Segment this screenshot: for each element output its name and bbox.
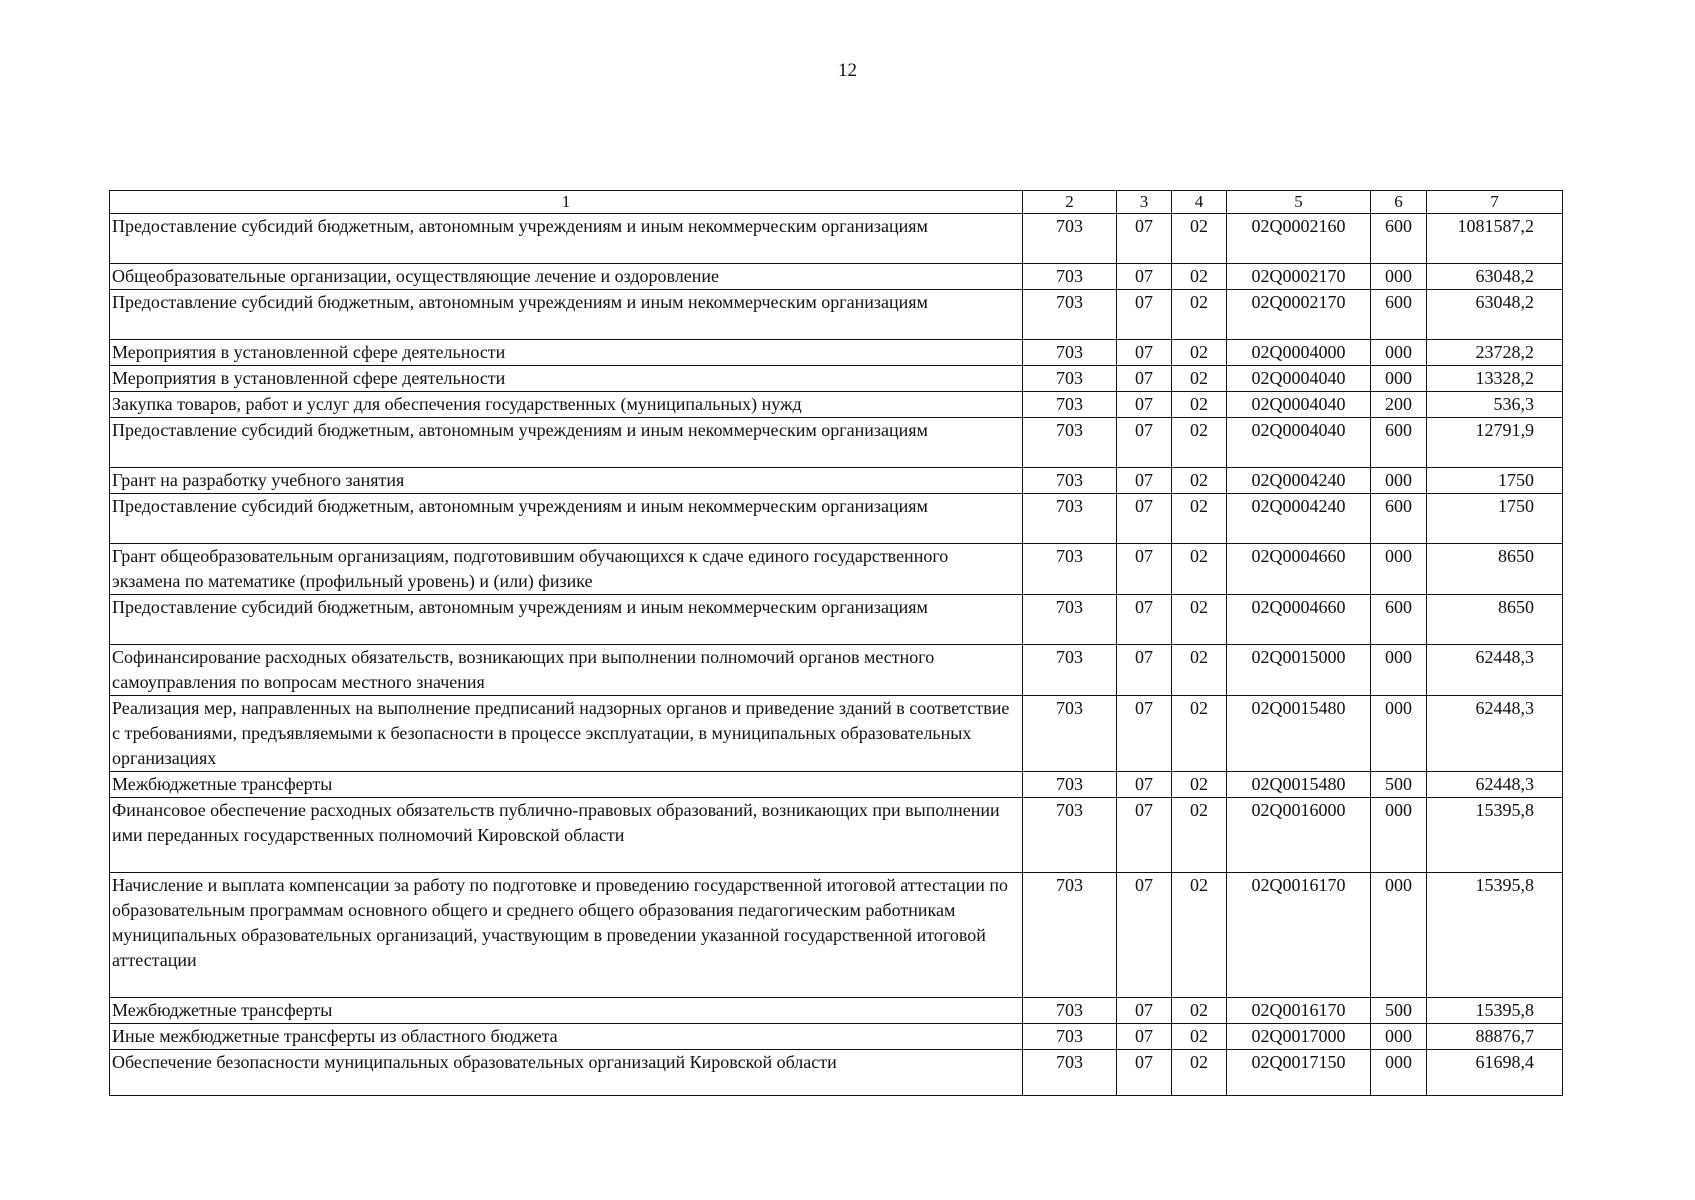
row-code-4: 02 (1172, 366, 1227, 392)
row-code-5: 02Q0017000 (1227, 1024, 1371, 1050)
row-code-4: 02 (1172, 645, 1227, 696)
row-code-4: 02 (1172, 544, 1227, 595)
table-row (110, 418, 1563, 468)
row-name: Реализация мер, направленных на выполнение предписаний надзорных органов и приведение зданий в соответствие с требованиями, предъявляемыми к безопасности в процессе эксплуатации, в муниципальных образовательных организациях (110, 696, 1023, 772)
row-code-3: 07 (1117, 214, 1172, 264)
row-code-3: 07 (1117, 696, 1172, 772)
row-code-5: 02Q0004660 (1227, 544, 1371, 595)
row-code-6: 600 (1371, 290, 1427, 340)
row-code-4: 02 (1172, 340, 1227, 366)
row-code-2: 703 (1023, 798, 1117, 873)
row-amount: 62448,3 (1427, 645, 1563, 696)
row-code-2: 703 (1023, 1050, 1117, 1096)
row-name: Финансовое обеспечение расходных обязательств публично-правовых образований, возникающих при выполнении ими переданных государственных полномочий Кировской области (110, 798, 1023, 873)
row-code-4: 02 (1172, 1024, 1227, 1050)
row-amount: 62448,3 (1427, 696, 1563, 772)
table-row (110, 366, 1563, 392)
row-code-6: 000 (1371, 696, 1427, 772)
row-code-6: 200 (1371, 392, 1427, 418)
row-amount: 1750 (1427, 494, 1563, 544)
table-row (110, 696, 1563, 772)
row-name: Обеспечение безопасности муниципальных образовательных организаций Кировской области (110, 1050, 1023, 1096)
table-row (110, 645, 1563, 696)
row-amount: 15395,8 (1427, 998, 1563, 1024)
row-amount: 63048,2 (1427, 290, 1563, 340)
row-code-5: 02Q0016170 (1227, 998, 1371, 1024)
budget-table (109, 190, 1563, 1096)
column-header-6: 6 (1371, 191, 1427, 214)
row-code-4: 02 (1172, 873, 1227, 998)
row-code-2: 703 (1023, 418, 1117, 468)
row-code-3: 07 (1117, 290, 1172, 340)
row-amount: 61698,4 (1427, 1050, 1563, 1096)
row-code-5: 02Q0015000 (1227, 645, 1371, 696)
row-code-3: 07 (1117, 468, 1172, 494)
column-header-2: 2 (1023, 191, 1117, 214)
row-code-3: 07 (1117, 544, 1172, 595)
table-row (110, 392, 1563, 418)
table-row (110, 290, 1563, 340)
column-header-5: 5 (1227, 191, 1371, 214)
row-name: Предоставление субсидий бюджетным, автономным учреждениям и иным некоммерческим организациям (110, 214, 1023, 264)
row-code-3: 07 (1117, 998, 1172, 1024)
row-amount: 13328,2 (1427, 366, 1563, 392)
row-name: Предоставление субсидий бюджетным, автономным учреждениям и иным некоммерческим организациям (110, 494, 1023, 544)
row-amount: 12791,9 (1427, 418, 1563, 468)
table-row (110, 998, 1563, 1024)
row-code-6: 600 (1371, 595, 1427, 645)
column-header-3: 3 (1117, 191, 1172, 214)
row-code-4: 02 (1172, 998, 1227, 1024)
row-code-5: 02Q0004660 (1227, 595, 1371, 645)
row-code-5: 02Q0015480 (1227, 772, 1371, 798)
row-amount: 1750 (1427, 468, 1563, 494)
row-code-6: 000 (1371, 798, 1427, 873)
row-code-2: 703 (1023, 264, 1117, 290)
row-code-4: 02 (1172, 468, 1227, 494)
row-code-3: 07 (1117, 340, 1172, 366)
row-code-6: 000 (1371, 645, 1427, 696)
table-row (110, 873, 1563, 998)
row-code-3: 07 (1117, 1024, 1172, 1050)
row-code-6: 000 (1371, 468, 1427, 494)
row-code-4: 02 (1172, 595, 1227, 645)
row-name: Грант общеобразовательным организациям, подготовившим обучающихся к сдаче единого государственного экзамена по математике (профильный уровень) и (или) физике (110, 544, 1023, 595)
row-code-3: 07 (1117, 798, 1172, 873)
row-code-5: 02Q0004240 (1227, 468, 1371, 494)
row-code-2: 703 (1023, 595, 1117, 645)
row-code-4: 02 (1172, 392, 1227, 418)
row-name: Грант на разработку учебного занятия (110, 468, 1023, 494)
row-code-5: 02Q0004040 (1227, 392, 1371, 418)
row-code-3: 07 (1117, 595, 1172, 645)
row-code-6: 000 (1371, 1024, 1427, 1050)
row-amount: 88876,7 (1427, 1024, 1563, 1050)
row-code-4: 02 (1172, 1050, 1227, 1096)
row-code-2: 703 (1023, 772, 1117, 798)
row-amount: 15395,8 (1427, 873, 1563, 998)
column-header-4: 4 (1172, 191, 1227, 214)
table-row (110, 494, 1563, 544)
row-name: Межбюджетные трансферты (110, 998, 1023, 1024)
row-code-6: 600 (1371, 214, 1427, 264)
row-code-2: 703 (1023, 340, 1117, 366)
row-code-5: 02Q0004000 (1227, 340, 1371, 366)
row-code-5: 02Q0016000 (1227, 798, 1371, 873)
row-amount: 63048,2 (1427, 264, 1563, 290)
row-code-2: 703 (1023, 494, 1117, 544)
row-code-4: 02 (1172, 798, 1227, 873)
row-code-2: 703 (1023, 392, 1117, 418)
row-name: Предоставление субсидий бюджетным, автономным учреждениям и иным некоммерческим организациям (110, 595, 1023, 645)
row-name: Закупка товаров, работ и услуг для обеспечения государственных (муниципальных) нужд (110, 392, 1023, 418)
table-row (110, 468, 1563, 494)
row-code-3: 07 (1117, 494, 1172, 544)
row-code-2: 703 (1023, 696, 1117, 772)
table-row (110, 214, 1563, 264)
row-code-5: 02Q0016170 (1227, 873, 1371, 998)
row-code-2: 703 (1023, 998, 1117, 1024)
table-row (110, 1050, 1563, 1096)
row-name: Межбюджетные трансферты (110, 772, 1023, 798)
row-code-6: 500 (1371, 772, 1427, 798)
row-code-5: 02Q0017150 (1227, 1050, 1371, 1096)
row-name: Софинансирование расходных обязательств, возникающих при выполнении полномочий органов местного самоуправления по вопросам местного значения (110, 645, 1023, 696)
row-name: Мероприятия в установленной сфере деятельности (110, 340, 1023, 366)
row-code-6: 000 (1371, 544, 1427, 595)
row-code-4: 02 (1172, 494, 1227, 544)
row-code-4: 02 (1172, 418, 1227, 468)
row-name: Мероприятия в установленной сфере деятельности (110, 366, 1023, 392)
row-code-5: 02Q0002170 (1227, 264, 1371, 290)
row-code-6: 000 (1371, 366, 1427, 392)
table-row (110, 798, 1563, 873)
row-code-2: 703 (1023, 290, 1117, 340)
row-name: Предоставление субсидий бюджетным, автономным учреждениям и иным некоммерческим организациям (110, 418, 1023, 468)
row-code-6: 000 (1371, 264, 1427, 290)
row-code-2: 703 (1023, 214, 1117, 264)
row-code-3: 07 (1117, 1050, 1172, 1096)
row-code-5: 02Q0015480 (1227, 696, 1371, 772)
row-amount: 8650 (1427, 544, 1563, 595)
table-row (110, 340, 1563, 366)
row-name: Начисление и выплата компенсации за работу по подготовке и проведению государственной итоговой аттестации по образовательным программам основного общего и среднего общего образования педагогическим работникам муниципальных образовательных организаций, участвующим в проведении указанной государственной итоговой аттестации (110, 873, 1023, 998)
row-code-3: 07 (1117, 645, 1172, 696)
row-name: Общеобразовательные организации, осуществляющие лечение и оздоровление (110, 264, 1023, 290)
header-row (110, 191, 1563, 214)
row-code-4: 02 (1172, 264, 1227, 290)
table-row (110, 264, 1563, 290)
row-code-4: 02 (1172, 290, 1227, 340)
row-code-2: 703 (1023, 544, 1117, 595)
table-row (110, 1024, 1563, 1050)
table-row (110, 544, 1563, 595)
table-row (110, 772, 1563, 798)
row-code-3: 07 (1117, 873, 1172, 998)
row-code-6: 500 (1371, 998, 1427, 1024)
row-code-5: 02Q0004040 (1227, 366, 1371, 392)
row-code-3: 07 (1117, 392, 1172, 418)
row-code-5: 02Q0004040 (1227, 418, 1371, 468)
row-code-6: 000 (1371, 1050, 1427, 1096)
row-code-4: 02 (1172, 772, 1227, 798)
row-name: Иные межбюджетные трансферты из областного бюджета (110, 1024, 1023, 1050)
row-amount: 1081587,2 (1427, 214, 1563, 264)
row-code-4: 02 (1172, 696, 1227, 772)
row-amount: 15395,8 (1427, 798, 1563, 873)
row-code-6: 600 (1371, 418, 1427, 468)
row-code-3: 07 (1117, 366, 1172, 392)
page-number: 12 (838, 60, 857, 81)
row-code-5: 02Q0004240 (1227, 494, 1371, 544)
row-code-2: 703 (1023, 645, 1117, 696)
row-amount: 62448,3 (1427, 772, 1563, 798)
row-amount: 8650 (1427, 595, 1563, 645)
row-code-5: 02Q0002160 (1227, 214, 1371, 264)
row-code-3: 07 (1117, 772, 1172, 798)
row-code-2: 703 (1023, 468, 1117, 494)
table-row (110, 595, 1563, 645)
row-code-6: 000 (1371, 873, 1427, 998)
column-header-1: 1 (110, 191, 1023, 214)
row-amount: 23728,2 (1427, 340, 1563, 366)
row-code-6: 000 (1371, 340, 1427, 366)
row-code-5: 02Q0002170 (1227, 290, 1371, 340)
row-code-4: 02 (1172, 214, 1227, 264)
row-code-2: 703 (1023, 873, 1117, 998)
row-code-3: 07 (1117, 418, 1172, 468)
column-header-7: 7 (1427, 191, 1563, 214)
row-amount: 536,3 (1427, 392, 1563, 418)
row-code-6: 600 (1371, 494, 1427, 544)
row-code-2: 703 (1023, 366, 1117, 392)
row-name: Предоставление субсидий бюджетным, автономным учреждениям и иным некоммерческим организациям (110, 290, 1023, 340)
row-code-3: 07 (1117, 264, 1172, 290)
row-code-2: 703 (1023, 1024, 1117, 1050)
